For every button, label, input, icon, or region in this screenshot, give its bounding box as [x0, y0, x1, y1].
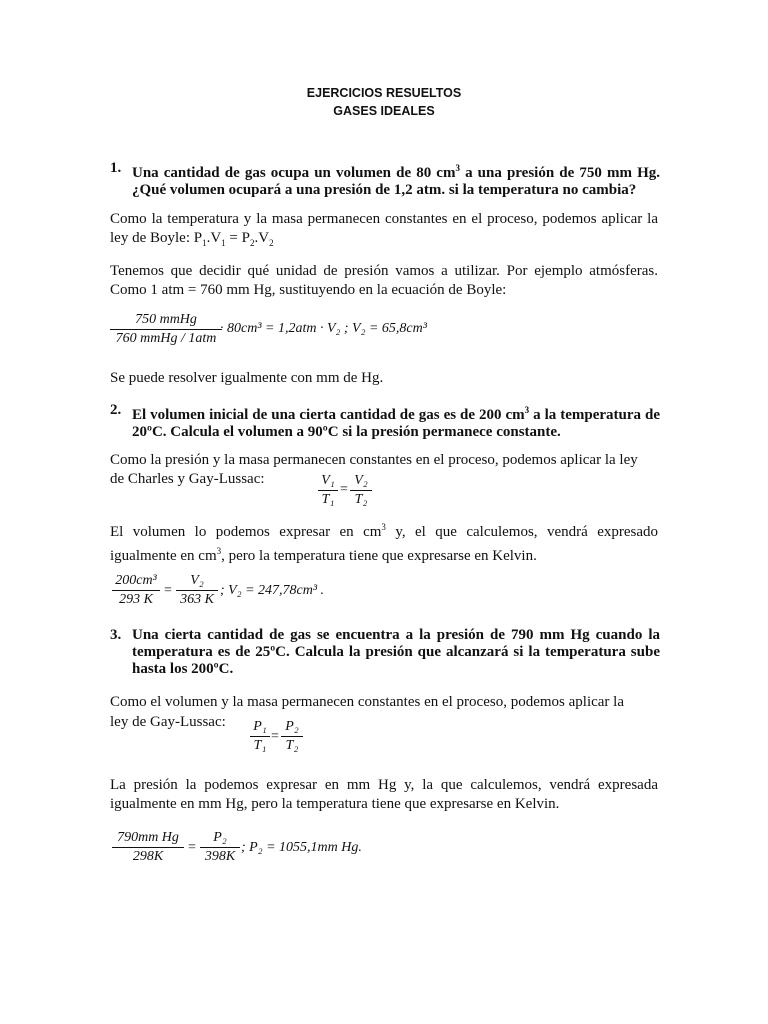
exercise-2-explanation-line2: de Charles y Gay-Lussac: [110, 471, 265, 487]
exercise-number: 2. [110, 402, 122, 418]
exercise-1-note: Se puede resolver igualmente con mm de Hg. [110, 370, 384, 386]
exercise-3-explanation-line2: ley de Gay-Lussac: [110, 714, 226, 730]
equals-sign: = [271, 729, 279, 744]
exercise-number: 3. [110, 627, 122, 643]
exercise-2-fraction-right: V₂ 363 K [176, 573, 218, 608]
exercise-number: 1. [110, 160, 122, 176]
document-subtitle: GASES IDEALES [333, 104, 435, 118]
document-title: EJERCICIOS RESUELTOS [306, 86, 462, 100]
exercise-1-units-note: Tenemos que decidir qué unidad de presión vamos a utilizar. Por ejemplo atmósferas. Como 1 atm = 760 mm Hg, sustituyendo en la ecuación de Boyle: [110, 263, 658, 298]
gay-lussac-law-left: P₁ T₁ [250, 719, 270, 754]
exercise-2-result: ; V₂ = 247,78cm³ . [220, 583, 325, 598]
exercise-1-equation: · 80cm³ = 1,2atm · V₂ ; V₂ = 65,8cm³ [220, 321, 427, 336]
charles-law-right: V₂ T₂ [350, 473, 372, 508]
charles-law-left: V₁ T₁ [318, 473, 338, 508]
exercise-1-question: 1. Una cantidad de gas ocupa un volumen de 80 $cm^3$ a una presión de 750 mm Hg. ¿Qué volumen ocupará a una presión de 1,2 atm. si la temperatura no cambia? [110, 160, 661, 198]
equals-sign: = [340, 482, 348, 497]
exercise-2-question: 2. El volumen inicial de una cierta cantidad de gas es de 200 $cm^3$ a la temperatura de 20ºC. Calcula el volumen a 90ºC si la presión permanece constante. [110, 402, 661, 440]
exercise-3-fraction-left: 790mm Hg 298K [112, 830, 184, 865]
exercise-2-fraction-left: 200cm³ 293 K [112, 573, 160, 608]
exercise-3-result: ; P₂ = 1055,1mm Hg. [241, 840, 362, 855]
exercise-3-question: 3. Una cierta cantidad de gas se encuentra a la presión de 790 mm Hg cuando la temperatura es de 25ºC. Calcula la presión que alcanzará si la temperatura sube hasta los 200ºC. [110, 627, 660, 677]
exercise-3-fraction-right: P₂ 398K [200, 830, 240, 865]
exercise-3-explanation-line1: Como el volumen y la masa permanecen constantes en el proceso, podemos aplicar la [110, 694, 624, 710]
equals-sign: = [164, 583, 172, 598]
gay-lussac-law-right: P₂ T₂ [281, 719, 303, 754]
exercise-2-explanation-line1: Como la presión y la masa permanecen constantes en el proceso, podemos aplicar la ley [110, 452, 638, 468]
exercise-1-explanation: Como la temperatura y la masa permanecen constantes en el proceso, podemos aplicar la ley de Boyle: $P_1.V_1 = P_2.V_2$ [110, 211, 658, 248]
exercise-2-units-note: El volumen lo podemos expresar en $cm^3$ y, el que calculemos, vendrá expresado igualmente en $cm^3$, pero la temperatura tiene que expresarse en Kelvin. [110, 522, 658, 564]
equals-sign: = [188, 840, 196, 855]
exercise-1-fraction: 750 mmHg 760 mmHg / 1atm [110, 312, 222, 347]
exercise-3-units-note: La presión la podemos expresar en mm Hg y, la que calculemos, vendrá expresada igualmente en mm Hg, pero la temperatura tiene que expresarse en Kelvin. [110, 777, 658, 812]
